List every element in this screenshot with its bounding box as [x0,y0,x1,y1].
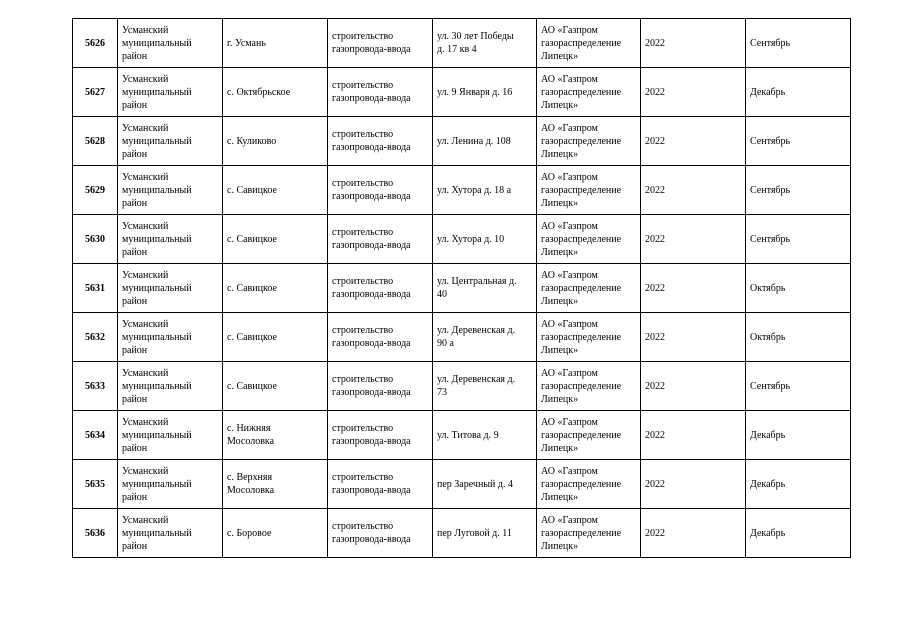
year-cell-text: 2022 [645,37,665,49]
row-number-cell-text: 5632 [85,331,105,343]
table-row [73,509,851,558]
district-cell [118,166,223,215]
address-cell [433,460,537,509]
table-row [73,68,851,117]
work-type-cell-text: строительство газопровода-ввода [332,129,411,153]
organization-cell [537,166,641,215]
district-cell [118,264,223,313]
address-cell [433,411,537,460]
district-cell-text: Усманский муниципальный район [122,269,192,307]
work-type-cell [328,362,433,411]
work-type-cell [328,509,433,558]
month-cell [746,166,851,215]
month-cell-text: Сентябрь [750,380,791,392]
year-cell [641,460,746,509]
year-cell-text: 2022 [645,184,665,196]
work-type-cell-text: строительство газопровода-ввода [332,374,411,398]
district-cell-text: Усманский муниципальный район [122,122,192,160]
row-number-cell-text: 5627 [85,86,105,98]
work-type-cell-text: строительство газопровода-ввода [332,31,411,55]
table-row [73,460,851,509]
district-cell [118,215,223,264]
address-cell [433,509,537,558]
year-cell [641,166,746,215]
organization-cell-text: АО «Газпром газораспределение Липецк» [541,416,622,454]
district-cell [118,411,223,460]
row-number-cell-text: 5630 [85,233,105,245]
row-number-cell [73,509,118,558]
work-type-cell-text: строительство газопровода-ввода [332,276,411,300]
address-cell-text: ул. Хутора д. 18 а [437,184,512,196]
row-number-cell-text: 5636 [85,527,105,539]
district-cell [118,117,223,166]
table-body [73,19,851,558]
address-cell-text: ул. Центральная д. 40 [437,276,517,300]
district-cell-text: Усманский муниципальный район [122,514,192,552]
organization-cell [537,362,641,411]
gas-pipeline-table [72,18,851,558]
row-number-cell-text: 5629 [85,184,105,196]
row-number-cell [73,68,118,117]
work-type-cell-text: строительство газопровода-ввода [332,472,411,496]
month-cell [746,19,851,68]
settlement-cell [223,264,328,313]
work-type-cell-text: строительство газопровода-ввода [332,521,411,545]
district-cell [118,362,223,411]
month-cell [746,411,851,460]
work-type-cell [328,19,433,68]
work-type-cell [328,313,433,362]
work-type-cell-text: строительство газопровода-ввода [332,178,411,202]
year-cell-text: 2022 [645,380,665,392]
year-cell [641,19,746,68]
year-cell-text: 2022 [645,282,665,294]
table-row [73,19,851,68]
district-cell-text: Усманский муниципальный район [122,220,192,258]
table-row [73,264,851,313]
district-cell [118,460,223,509]
year-cell [641,264,746,313]
row-number-cell [73,264,118,313]
table-row [73,166,851,215]
settlement-cell [223,313,328,362]
address-cell [433,68,537,117]
organization-cell [537,215,641,264]
organization-cell [537,509,641,558]
settlement-cell-text: с. Савицкое [227,331,277,343]
year-cell-text: 2022 [645,331,665,343]
address-cell-text: пер Заречный д. 4 [437,478,513,490]
address-cell-text: ул. Хутора д. 10 [437,233,505,245]
address-cell-text: ул. Деревенская д. 73 [437,374,516,398]
organization-cell-text: АО «Газпром газораспределение Липецк» [541,171,622,209]
row-number-cell-text: 5631 [85,282,105,294]
district-cell-text: Усманский муниципальный район [122,367,192,405]
month-cell-text: Декабрь [750,527,786,539]
year-cell-text: 2022 [645,478,665,490]
district-cell [118,313,223,362]
row-number-cell [73,117,118,166]
table-row [73,215,851,264]
settlement-cell-text: с. Октябрьское [227,86,291,98]
year-cell-text: 2022 [645,135,665,147]
settlement-cell [223,19,328,68]
year-cell-text: 2022 [645,233,665,245]
year-cell [641,117,746,166]
month-cell-text: Декабрь [750,478,786,490]
row-number-cell-text: 5626 [85,37,105,49]
table-row [73,313,851,362]
address-cell [433,313,537,362]
row-number-cell-text: 5633 [85,380,105,392]
settlement-cell-text: с. Савицкое [227,233,277,245]
district-cell-text: Усманский муниципальный район [122,73,192,111]
organization-cell [537,19,641,68]
month-cell [746,313,851,362]
work-type-cell-text: строительство газопровода-ввода [332,423,411,447]
district-cell [118,68,223,117]
district-cell-text: Усманский муниципальный район [122,24,192,62]
row-number-cell [73,411,118,460]
address-cell-text: ул. Титова д. 9 [437,429,499,441]
year-cell-text: 2022 [645,86,665,98]
organization-cell-text: АО «Газпром газораспределение Липецк» [541,514,622,552]
district-cell [118,19,223,68]
work-type-cell [328,166,433,215]
settlement-cell-text: с. Боровое [227,527,272,539]
table-row [73,362,851,411]
work-type-cell [328,264,433,313]
row-number-cell-text: 5634 [85,429,105,441]
address-cell-text: ул. 9 Января д. 16 [437,86,513,98]
organization-cell-text: АО «Газпром газораспределение Липецк» [541,367,622,405]
district-cell-text: Усманский муниципальный район [122,465,192,503]
organization-cell [537,68,641,117]
district-cell-text: Усманский муниципальный район [122,416,192,454]
row-number-cell [73,313,118,362]
row-number-cell [73,19,118,68]
year-cell [641,215,746,264]
work-type-cell-text: строительство газопровода-ввода [332,80,411,104]
district-cell [118,509,223,558]
year-cell [641,68,746,117]
address-cell-text: ул. Деревенская д. 90 а [437,325,516,349]
address-cell-text: ул. 30 лет Победы д. 17 кв 4 [437,31,514,55]
row-number-cell [73,460,118,509]
month-cell-text: Сентябрь [750,184,791,196]
address-cell [433,166,537,215]
month-cell [746,215,851,264]
work-type-cell [328,411,433,460]
table-row [73,411,851,460]
month-cell-text: Октябрь [750,331,786,343]
work-type-cell [328,68,433,117]
settlement-cell-text: с. Савицкое [227,184,277,196]
month-cell [746,68,851,117]
organization-cell-text: АО «Газпром газораспределение Липецк» [541,73,622,111]
year-cell-text: 2022 [645,527,665,539]
work-type-cell [328,117,433,166]
settlement-cell-text: с. Нижняя Мосоловка [227,423,275,447]
row-number-cell-text: 5635 [85,478,105,490]
year-cell [641,313,746,362]
address-cell [433,362,537,411]
year-cell-text: 2022 [645,429,665,441]
settlement-cell [223,117,328,166]
month-cell-text: Октябрь [750,282,786,294]
month-cell-text: Сентябрь [750,135,791,147]
month-cell [746,264,851,313]
settlement-cell [223,166,328,215]
settlement-cell [223,68,328,117]
month-cell-text: Сентябрь [750,233,791,245]
organization-cell [537,313,641,362]
settlement-cell-text: с. Верхняя Мосоловка [227,472,275,496]
settlement-cell [223,460,328,509]
district-cell-text: Усманский муниципальный район [122,171,192,209]
month-cell [746,117,851,166]
organization-cell [537,117,641,166]
month-cell-text: Декабрь [750,86,786,98]
month-cell [746,362,851,411]
organization-cell-text: АО «Газпром газораспределение Липецк» [541,465,622,503]
address-cell-text: пер Луговой д. 11 [437,527,512,539]
row-number-cell [73,362,118,411]
organization-cell [537,411,641,460]
settlement-cell-text: с. Куликово [227,135,277,147]
year-cell [641,509,746,558]
organization-cell-text: АО «Газпром газораспределение Липецк» [541,122,622,160]
work-type-cell [328,215,433,264]
work-type-cell [328,460,433,509]
address-cell-text: ул. Ленина д. 108 [437,135,511,147]
address-cell [433,19,537,68]
settlement-cell [223,362,328,411]
month-cell [746,460,851,509]
settlement-cell [223,509,328,558]
settlement-cell-text: г. Усмань [227,37,266,49]
settlement-cell [223,411,328,460]
month-cell [746,509,851,558]
address-cell [433,264,537,313]
district-cell-text: Усманский муниципальный район [122,318,192,356]
settlement-cell [223,215,328,264]
organization-cell-text: АО «Газпром газораспределение Липецк» [541,318,622,356]
settlement-cell-text: с. Савицкое [227,282,277,294]
month-cell-text: Декабрь [750,429,786,441]
organization-cell-text: АО «Газпром газораспределение Липецк» [541,269,622,307]
organization-cell [537,264,641,313]
work-type-cell-text: строительство газопровода-ввода [332,227,411,251]
organization-cell [537,460,641,509]
row-number-cell [73,166,118,215]
organization-cell-text: АО «Газпром газораспределение Липецк» [541,24,622,62]
year-cell [641,411,746,460]
settlement-cell-text: с. Савицкое [227,380,277,392]
year-cell [641,362,746,411]
address-cell [433,215,537,264]
organization-cell-text: АО «Газпром газораспределение Липецк» [541,220,622,258]
row-number-cell-text: 5628 [85,135,105,147]
address-cell [433,117,537,166]
row-number-cell [73,215,118,264]
month-cell-text: Сентябрь [750,37,791,49]
table-row [73,117,851,166]
work-type-cell-text: строительство газопровода-ввода [332,325,411,349]
